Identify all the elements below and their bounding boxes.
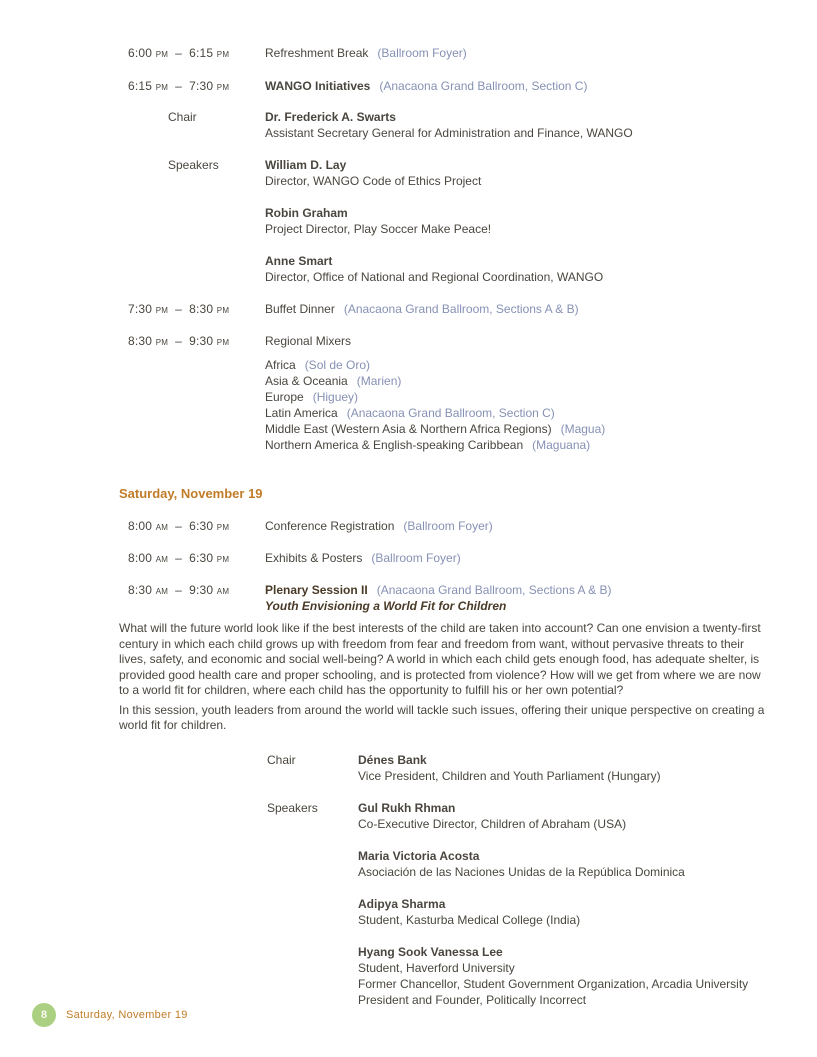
time-range: 8:30 pm – 9:30 pm	[128, 334, 230, 348]
speaker-block	[0, 800, 817, 832]
event-title: Refreshment Break	[265, 46, 369, 60]
person-title: Student, Kasturba Medical College (India)	[358, 912, 581, 927]
speaker-block	[0, 157, 817, 189]
time-range: 7:30 pm – 8:30 pm	[128, 302, 230, 316]
region-name: Middle East (Western Asia & Northern Africa Regions)	[265, 422, 552, 436]
person-title: Assistant Secretary General for Administration and Finance, WANGO	[265, 126, 633, 140]
event-location: (Magua)	[560, 422, 606, 436]
time-range: 8:00 am – 6:30 pm	[128, 519, 230, 533]
footer-date: Saturday, November 19	[66, 1009, 188, 1021]
event-location: (Ballroom Foyer)	[371, 551, 461, 565]
event-title: Plenary Session II	[265, 583, 368, 597]
schedule-row	[0, 301, 817, 317]
person-title: Former Chancellor, Student Government Organization, Arcadia University	[358, 976, 749, 991]
person-name: Adipya Sharma	[358, 896, 446, 911]
event-location: (Maguana)	[532, 438, 591, 452]
region-name: Asia & Oceania	[265, 374, 348, 388]
person-name: William D. Lay	[265, 158, 347, 172]
schedule-row	[0, 518, 817, 534]
time-range: 8:00 am – 6:30 pm	[128, 551, 230, 565]
page-footer	[32, 1003, 188, 1027]
event-location: (Ballroom Foyer)	[377, 46, 467, 60]
role-label: Chair	[168, 110, 197, 124]
mixer-item	[265, 357, 781, 373]
person-title: Co-Executive Director, Children of Abraham (USA)	[358, 816, 627, 831]
person-name: Anne Smart	[265, 254, 333, 268]
region-name: Latin America	[265, 406, 338, 420]
region-name: Northern America & English-speaking Caribbean	[265, 438, 524, 452]
event-title: Conference Registration	[265, 519, 395, 533]
role-label: Speakers	[267, 800, 318, 815]
event-title: Regional Mixers	[265, 334, 352, 348]
role-label: Speakers	[168, 158, 219, 172]
schedule-row	[0, 45, 817, 61]
person-title: Asociación de las Naciones Unidas de la República Dominica	[358, 864, 685, 879]
description-paragraph: What will the future world look like if the best interests of the child are taken into account? Can one envision a twenty-first century in which each child grows up with freedom from fear and freedom from want, without pervasive threats to their lives, safety, and economic and social well-being? A world in which each child gets enough food, has adequate shelter, is provided good health care and proper schooling, and is protected from violence? How will we get from where we are now to a world fit for children, where each child has the opportunity to fulfill his or her own potential?	[119, 621, 761, 697]
role-label: Chair	[267, 752, 296, 767]
person-name: Dr. Frederick A. Swarts	[265, 110, 396, 124]
event-location: (Marien)	[356, 374, 402, 388]
day-heading: Saturday, November 19	[119, 486, 263, 501]
person-title: Project Director, Play Soccer Make Peace!	[265, 222, 492, 236]
person-name: Hyang Sook Vanessa Lee	[358, 944, 503, 959]
person-title: Director, Office of National and Regional Coordination, WANGO	[265, 270, 604, 284]
region-name: Africa	[265, 358, 296, 372]
mixer-list	[0, 357, 817, 453]
session-subtitle: Youth Envisioning a World Fit for Children	[265, 599, 507, 613]
event-location: (Anacaona Grand Ballroom, Section C)	[346, 406, 555, 420]
chair-block	[0, 752, 817, 784]
person-title: Director, WANGO Code of Ethics Project	[265, 174, 482, 188]
speaker-block	[0, 896, 817, 928]
event-location: (Sol de Oro)	[304, 358, 371, 372]
event-location: (Higuey)	[312, 390, 359, 404]
chair-block	[0, 109, 817, 141]
event-location: (Ballroom Foyer)	[403, 519, 493, 533]
event-location: (Anacaona Grand Ballroom, Sections A & B)	[376, 583, 612, 597]
person-title: President and Founder, Politically Incorrect	[358, 992, 587, 1007]
mixer-item	[265, 373, 781, 389]
schedule-row	[0, 333, 817, 349]
schedule-row	[0, 582, 817, 614]
mixer-item	[265, 421, 781, 437]
mixer-item	[265, 389, 781, 405]
event-location: (Anacaona Grand Ballroom, Section C)	[379, 79, 588, 93]
person-name: Dénes Bank	[358, 752, 427, 767]
time-range: 6:15 pm – 7:30 pm	[128, 79, 230, 93]
event-title: Buffet Dinner	[265, 302, 335, 316]
speaker-block	[0, 848, 817, 880]
person-name: Robin Graham	[265, 206, 348, 220]
event-title: WANGO Initiatives	[265, 79, 371, 93]
speaker-block	[0, 944, 817, 1008]
mixer-item	[265, 405, 781, 421]
schedule-row	[0, 78, 817, 94]
event-title: Exhibits & Posters	[265, 551, 363, 565]
time-range: 8:30 am – 9:30 am	[128, 583, 230, 597]
schedule-row	[0, 550, 817, 566]
speaker-block	[0, 253, 817, 285]
person-name: Gul Rukh Rhman	[358, 800, 456, 815]
page-number-badge: 8	[32, 1003, 56, 1027]
time-range: 6:00 pm – 6:15 pm	[128, 46, 230, 60]
region-name: Europe	[265, 390, 304, 404]
person-name: Maria Victoria Acosta	[358, 848, 480, 863]
person-title: Vice President, Children and Youth Parliament (Hungary)	[358, 768, 661, 783]
description-paragraph: In this session, youth leaders from around the world will tackle such issues, offering their unique perspective on creating a world fit for children.	[119, 702, 765, 732]
mixer-item	[265, 437, 781, 453]
event-location: (Anacaona Grand Ballroom, Sections A & B)	[343, 302, 579, 316]
person-title: Student, Haverford University	[358, 960, 515, 975]
speaker-block	[0, 205, 817, 237]
